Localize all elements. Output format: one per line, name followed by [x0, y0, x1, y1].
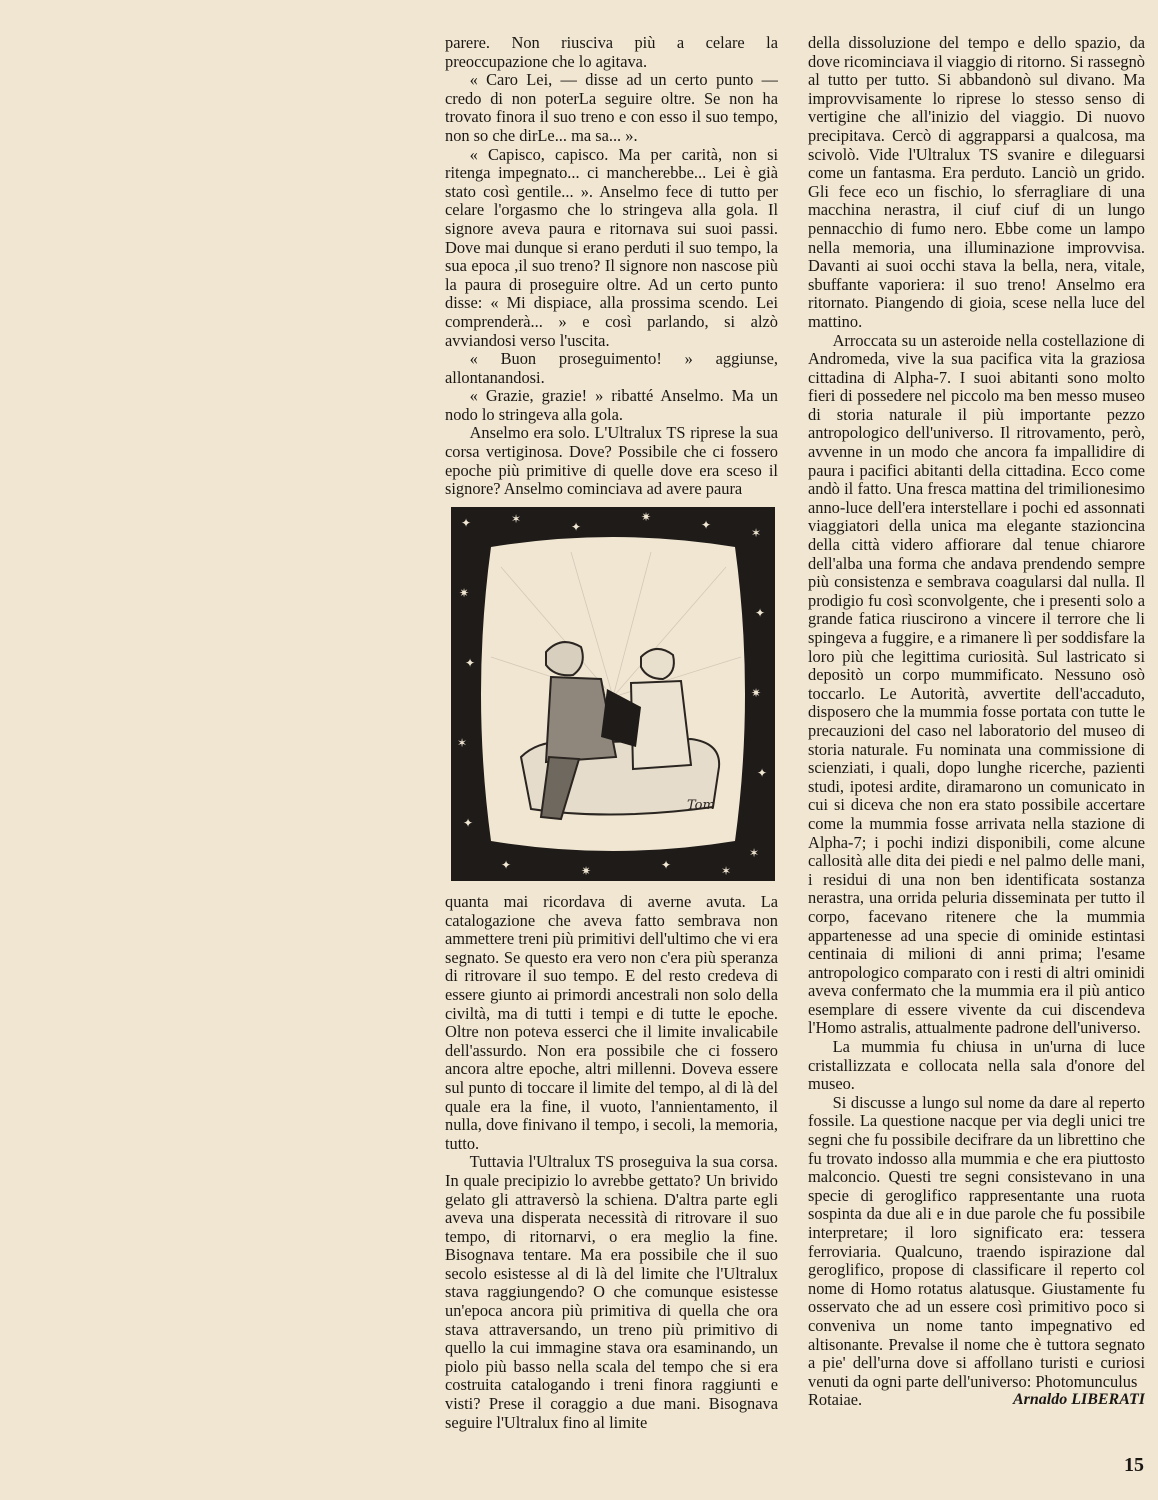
svg-text:✦: ✦: [461, 516, 472, 530]
train-illustration: [451, 507, 775, 881]
last-line: Rotaiae.: [808, 1390, 863, 1410]
paragraph: parere. Non riusciva più a celare la preoccupazione che lo agitava.: [445, 33, 778, 71]
paragraph: « Caro Lei, — disse ad un certo punto — credo di non poterLa seguire oltre. Se non ha trovato finora il suo treno e con esso il suo tempo, non so che dirLe... ma sa... ».: [445, 70, 778, 145]
column-2-top-text: [445, 34, 778, 499]
svg-text:✦: ✦: [465, 656, 476, 670]
page-number: 15: [1124, 1454, 1144, 1476]
paragraph: « Capisco, capisco. Ma per carità, non si ritenga impegnato... ci mancherebbe... Lei è già stato così gentile... ». Anselmo fece di tutto per celare l'orgasmo che lo stringeva alla gola. Il signore aveva paura e ritornava sui suoi passi. Dove mai dunque si erano perduti il suo tempo, la sua epoca ,il suo treno? Il signore non nascose più la paura di proseguire oltre. Ad un certo punto disse: « Mi dispiace, alla prossima scendo. Lei comprenderà... » e così parlando, si alzò avviandosi verso l'uscita.: [445, 144, 778, 350]
svg-text:✷: ✷: [581, 864, 592, 878]
paragraph: quanta mai ricordava di averne avuta. La catalogazione che aveva fatto sembrava non ammettere treni più primitivi dell'ultimo che vi era segnato. Se questo era vero non c'era più speranza di ritrovare il suo tempo. E del resto credeva di essere giunto ai primordi ancestrali non solo della civiltà, ma di tutti i tempi e di tutte le epoche. Oltre non poteva esserci che il limite invalicabile dell'assurdo. Non era possibile che ci fossero ancora altre epoche, altri millenni. Doveva essere sul punto di toccare il limite del tempo, al di là del quale era la fine, il vuoto, l'annientamento, il nulla, dove finivano il tempo, i secoli, la memoria, tutto.: [445, 892, 778, 1153]
author-signature: Arnaldo LIBERATI: [1012, 1391, 1145, 1409]
paragraph: Si discusse a lungo sul nome da dare al reperto fossile. La questione nacque per via degli unici tre segni che fu possibile decifrare da un librettino che fu trovato indosso alla mummia e che era piuttosto malconcio. Questi tre segni consistevano in una specie di geroglifico rappresentante una ruota sospinta da due ali e in due parole che fu possibile interpretare; il loro significato era: tessera ferroviaria. Qualcuno, traendo ispirazione dal geroglifico, propose di classificare il reperto col nome di Homo rotatus alatusque. Giustamente fu osservato che ad un essere così primitivo poco si conveniva un nome tanto impegnativo ed altisonante. Prevalse il nome che è tuttora segnato a pie' dell'urna dove si affollano turisti e curiosi venuti da ogni parte dell'universo: Photomunculus: [808, 1092, 1145, 1391]
svg-text:✶: ✶: [457, 736, 468, 750]
column-3-text: [808, 34, 1145, 1410]
svg-text:✷: ✷: [459, 586, 470, 600]
paragraph: Arroccata su un asteroide nella costellazione di Andromeda, vive la sua pacifica vita la graziosa cittadina di Alpha-7. I suoi abitanti sono molto fieri di possedere nel piccolo ma ben messo museo di storia naturale il più importante pezzo antropologico dell'universo. Il ritrovamento, però, avvenne in un modo che ancora fa impallidire di paura i pacifici abitanti della cittadina. Ecco come andò il fatto. Una fresca mattina del trimilionesimo anno-luce dell'era interstellare i pochi ed assonnati viaggiatori della unica ma elegante stazioncina della città videro affiorare dal tenue chiarore dell'alba una forma che andava prendendo sempre più consistenza e sembrava coagularsi dal nulla. Il prodigio fu così sconvolgente, che i presenti solo a grande fatica riuscirono a vincere il terrore che li spingeva a fuggire, e a rimanere lì per soddisfare la loro più che legittima curiosità. Sul lastricato si depositò un corpo mummificato. Nessuno osò toccarlo. Le Autorità, avvertite dell'accaduto, disposero che la mummia fosse portata con tutte le precauzioni del caso nel laboratorio del museo di storia naturale. Fu nominata una commissione di scienziati, i quali, dopo lunghe ricerche, pazienti studi, ipotesi ardite, diramarono un comunicato in cui si diceva che non era stato possibile accertare come la mummia fosse arrivata nella stazione di Alpha-7; i pochi indizi disponibili, come alcune callosità alle dita dei piedi e nel palmo delle mani, i residui di una non ben identificata sostanza nerastra, una orrida peluria disseminata per tutto il corpo, facevano ritenere che la mummia appartenesse ad una specie di ominide estintasi centinaia di milioni di anni prima; l'esame antropologico comparato con i resti di altri ominidi aveva confermato che la mummia era il più antico esemplare di essere vivente da cui discendeva l'Homo astralis, attualmente padrone dell'universo.: [808, 330, 1145, 1038]
svg-text:✦: ✦: [757, 766, 768, 780]
svg-text:✷: ✷: [751, 686, 762, 700]
closing-line: [808, 1391, 1145, 1410]
svg-text:✦: ✦: [501, 858, 512, 872]
svg-text:✦: ✦: [701, 518, 712, 532]
paragraph: Anselmo era solo. L'Ultralux TS riprese la sua corsa vertiginosa. Dove? Possibile che ci fossero epoche più primitive di quelle dove era sceso il signore? Anselmo cominciava ad avere paura: [445, 423, 778, 499]
paragraph: Tuttavia l'Ultralux TS proseguiva la sua corsa. In quale precipizio lo avrebbe gettato? Un brivido gelato gli attraversò la schiena. D'altra parte egli aveva una disperata necessità di ritrovare il suo tempo, di ritornarvi, o era meglio la fine. Bisognava tentare. Ma era possibile che il suo secolo esistesse al di là del limite che l'Ultralux stava raggiungendo? O che comunque esistesse un'epoca ancora più primitiva di quella che ora stava attraversando, un treno più primitivo di quello la cui immagine stava ora esaminando, un piolo più basso nella scala del tempo che si era costruita catalogando i treni finora raggiunti e visti? Prese il coraggio a due mani. Bisognava seguire l'Ultralux fino al limite: [445, 1152, 778, 1432]
svg-text:✦: ✦: [571, 520, 582, 534]
svg-text:✶: ✶: [721, 864, 732, 878]
svg-text:✷: ✷: [641, 510, 652, 524]
svg-text:✦: ✦: [463, 816, 474, 830]
column-2: [445, 0, 778, 1500]
svg-text:✦: ✦: [755, 606, 766, 620]
svg-text:✦: ✦: [661, 858, 672, 872]
svg-text:✶: ✶: [511, 512, 522, 526]
illustration-signature: Tom: [687, 798, 715, 813]
column-2-bottom-text: [445, 893, 778, 1432]
paragraph: della dissoluzione del tempo e dello spazio, da dove ricominciava il viaggio di ritorno. Si rassegnò al tutto per tutto. Si abbandonò sul divano. Ma improvvisamente lo riprese lo stesso senso di vertigine che all'inizio del viaggio. Di nuovo precipitava. Cercò di aggrapparsi a qualcosa, ma scivolò. Vide l'Ultralux TS svanire e dileguarsi come un fantasma. Era perduto. Lanciò un grido. Gli fece eco un fischio, lo sferragliare di una macchina nerastra, il ciuf ciuf di un lungo pennacchio di fumo nero. Ebbe come un lampo nella memoria, una illuminazione improvvisa. Davanti ai suoi occhi stava la bella, nera, vitale, sbuffante vaporiera: il suo treno! Anselmo era ritornato. Piangendo di gioia, scese nella luce del mattino.: [808, 33, 1145, 331]
paragraph: « Buon proseguimento! » aggiunse, allontanandosi.: [445, 349, 778, 387]
column-3: [808, 0, 1145, 1500]
paragraph: La mummia fu chiusa in un'urna di luce cristallizzata e collocata nella sala d'onore del museo.: [808, 1037, 1145, 1094]
paragraph: « Grazie, grazie! » ribatté Anselmo. Ma un nodo lo stringeva alla gola.: [445, 386, 778, 424]
svg-text:✶: ✶: [751, 526, 762, 540]
svg-text:✶: ✶: [749, 846, 760, 860]
